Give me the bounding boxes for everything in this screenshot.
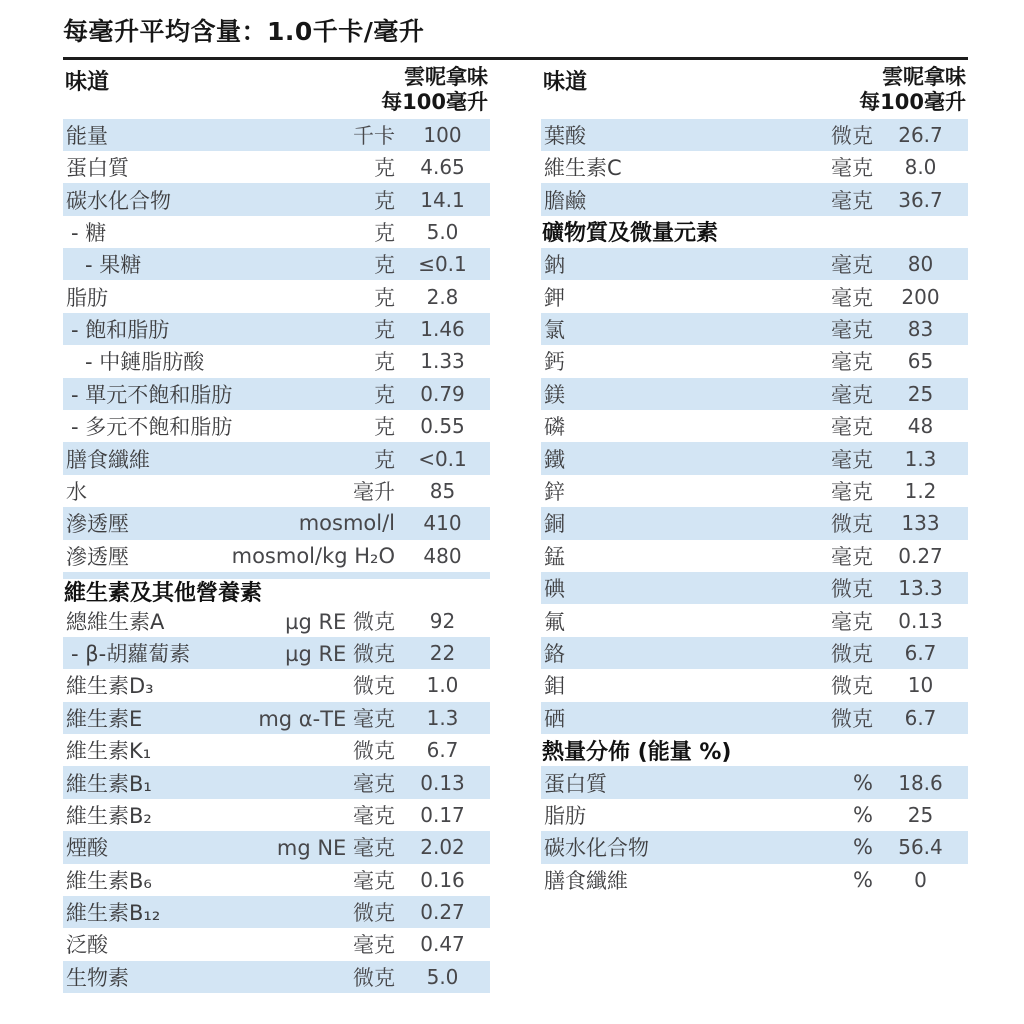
nutrient-value: <0.1: [418, 446, 467, 471]
table-row: [541, 151, 968, 183]
table-header: [541, 60, 968, 119]
nutrient-unit: 克: [374, 447, 395, 472]
nutrient-unit: 克: [374, 253, 395, 278]
nutrient-value: 25: [907, 802, 934, 827]
nutrient-label: 碘: [544, 577, 565, 602]
table-row: [63, 313, 490, 345]
nutrient-label: 膳食纖維: [544, 868, 628, 893]
nutrient-unit: 微克: [831, 706, 873, 731]
nutrient-unit: 毫克: [831, 188, 873, 213]
table-row: [541, 183, 968, 215]
nutrient-label: 維生素E: [66, 706, 143, 731]
section-row: [541, 734, 968, 766]
section-title: 熱量分佈 (能量 %): [542, 739, 732, 765]
table-row: [63, 475, 490, 507]
nutrient-label: 脂肪: [544, 803, 586, 828]
nutrient-value: 0.13: [420, 770, 465, 795]
nutrient-label: 錳: [544, 544, 565, 569]
nutrient-value: 4.65: [420, 155, 465, 180]
nutrient-value: 0.47: [420, 932, 465, 957]
nutrient-value: 410: [423, 511, 462, 536]
nutrient-unit: 微克: [353, 965, 395, 990]
nutrient-label: - 多元不飽和脂肪: [71, 415, 233, 440]
nutrient-label: - 單元不飽和脂肪: [71, 382, 233, 407]
nutrient-unit: 毫克: [831, 318, 873, 343]
nutrient-unit: 微克: [353, 674, 395, 699]
flavor-name: 雲呢拿味: [404, 65, 488, 89]
table-row: [63, 216, 490, 248]
flavor-column-label: 味道: [543, 70, 588, 95]
nutrient-label: 鈉: [544, 253, 565, 278]
nutrient-value: 0.27: [420, 900, 465, 925]
nutrient-unit: 克: [374, 220, 395, 245]
nutrient-label: - 果糖: [85, 253, 142, 278]
nutrient-value: 0.17: [420, 802, 465, 827]
nutrient-unit: 克: [374, 188, 395, 213]
nutrient-label: 鋅: [544, 480, 565, 505]
table-row: [541, 766, 968, 798]
nutrient-value: 80: [907, 252, 934, 277]
nutrient-label: 銅: [544, 512, 565, 537]
nutrient-value: 5.0: [426, 964, 459, 989]
nutrient-unit: 毫克: [831, 253, 873, 278]
table-row: [63, 540, 490, 572]
table-row: [541, 313, 968, 345]
nutrient-value: 0.27: [898, 543, 943, 568]
nutrient-value: 25: [907, 381, 934, 406]
table-row: [63, 183, 490, 215]
nutrient-label: - 中鏈脂肪酸: [85, 350, 205, 375]
nutrient-unit: mg α-TE 毫克: [258, 706, 395, 731]
flavor-name: 雲呢拿味: [882, 65, 966, 89]
nutrition-table-left: [63, 60, 490, 993]
nutrient-unit: 克: [374, 382, 395, 407]
nutrient-label: 滲透壓: [66, 512, 129, 537]
nutrient-value: 0.79: [420, 381, 465, 406]
nutrient-value: 0.13: [898, 608, 943, 633]
table-row: [63, 151, 490, 183]
nutrient-unit: %: [853, 867, 873, 892]
table-row: [63, 766, 490, 798]
nutrient-unit: 微克: [831, 577, 873, 602]
nutrient-unit: 毫克: [831, 480, 873, 505]
flavor-header: [859, 65, 966, 115]
nutrient-unit: mosmol/l: [298, 511, 395, 536]
table-row: [63, 734, 490, 766]
nutrient-unit: 毫克: [831, 156, 873, 181]
nutrient-value: 10: [907, 673, 934, 698]
nutrient-value: 92: [429, 608, 456, 633]
page-title: 每毫升平均含量：1.0千卡/毫升: [63, 17, 425, 46]
nutrient-label: 鐵: [544, 447, 565, 472]
nutrient-value: 480: [423, 543, 462, 568]
nutrient-value: 85: [429, 479, 456, 504]
nutrient-label: 維生素K₁: [66, 739, 152, 764]
nutrient-unit: µg RE 微克: [285, 641, 395, 666]
nutrient-unit: 毫克: [831, 447, 873, 472]
nutrient-value: 0.16: [420, 867, 465, 892]
nutrient-label: 維生素B₂: [66, 803, 152, 828]
nutrient-unit: 微克: [831, 641, 873, 666]
nutrient-unit: 微克: [831, 512, 873, 537]
nutrient-value: 1.3: [904, 446, 937, 471]
table-row: [63, 928, 490, 960]
nutrient-unit: 毫克: [831, 285, 873, 310]
nutrient-unit: 微克: [831, 674, 873, 699]
table-row: [541, 669, 968, 701]
table-row: [541, 248, 968, 280]
table-row: [541, 864, 968, 896]
nutrient-label: 鈣: [544, 350, 565, 375]
nutrient-label: 蛋白質: [66, 156, 129, 181]
nutrient-value: 18.6: [898, 770, 943, 795]
nutrient-value: 26.7: [898, 122, 943, 147]
nutrient-unit: 毫升: [353, 480, 395, 505]
nutrient-label: 葉酸: [544, 123, 586, 148]
nutrient-unit: 克: [374, 318, 395, 343]
nutrient-value: 0: [914, 867, 927, 892]
table-row: [63, 248, 490, 280]
nutrient-label: 泛酸: [66, 933, 108, 958]
table-row: [63, 378, 490, 410]
nutrient-unit: 克: [374, 350, 395, 375]
table-row: [541, 442, 968, 474]
nutrient-label: - 糖: [71, 220, 107, 245]
nutrient-unit: 千卡: [353, 123, 395, 148]
nutrient-label: 氟: [544, 609, 565, 634]
nutrient-value: 5.0: [426, 219, 459, 244]
nutrient-unit: 克: [374, 415, 395, 440]
nutrient-value: 1.3: [426, 705, 459, 730]
nutrient-value: 36.7: [898, 187, 943, 212]
table-row: [63, 442, 490, 474]
nutrient-label: 維生素B₆: [66, 868, 152, 893]
nutrient-label: 煙酸: [66, 836, 108, 861]
nutrient-value: 1.2: [904, 479, 937, 504]
nutrient-label: 維生素B₁₂: [66, 901, 161, 926]
nutrient-value: 6.7: [904, 640, 937, 665]
nutrient-label: 鎂: [544, 382, 565, 407]
table-row: [541, 410, 968, 442]
nutrient-label: 碳水化合物: [544, 836, 649, 861]
nutrient-value: 48: [907, 414, 934, 439]
nutrient-value: 2.8: [426, 284, 459, 309]
nutrient-label: 水: [66, 480, 87, 505]
nutrient-unit: %: [853, 802, 873, 827]
nutrient-value: 13.3: [898, 576, 943, 601]
nutrient-label: 脂肪: [66, 285, 108, 310]
table-row: [63, 702, 490, 734]
nutrient-label: 磷: [544, 415, 565, 440]
nutrient-value: 83: [907, 317, 934, 342]
nutrient-label: 氯: [544, 318, 565, 343]
nutrient-value: 14.1: [420, 187, 465, 212]
nutrient-unit: 毫克: [831, 544, 873, 569]
table-row: [63, 961, 490, 993]
per-amount-label: 每100毫升: [381, 89, 488, 114]
nutrient-value: 8.0: [904, 155, 937, 180]
table-row: [541, 540, 968, 572]
table-row: [63, 280, 490, 312]
table-row: [63, 507, 490, 539]
nutrient-label: 碳水化合物: [66, 188, 171, 213]
nutrient-unit: 毫克: [831, 382, 873, 407]
section-row: [541, 216, 968, 248]
nutrient-label: 硒: [544, 706, 565, 731]
flavor-header: [381, 65, 488, 115]
section-title: 礦物質及微量元素: [542, 221, 719, 247]
section-title: 維生素及其他營養素: [64, 581, 263, 607]
nutrient-label: 鉬: [544, 674, 565, 699]
nutrient-value: 1.0: [426, 673, 459, 698]
nutrient-unit: 微克: [353, 901, 395, 926]
nutrient-unit: 毫克: [831, 350, 873, 375]
table-row: [63, 604, 490, 636]
nutrient-label: 總維生素A: [66, 609, 165, 634]
nutrient-unit: mg NE 毫克: [276, 836, 395, 861]
nutrient-unit: 微克: [831, 123, 873, 148]
table-row: [541, 799, 968, 831]
nutrient-unit: 毫克: [831, 609, 873, 634]
nutrition-table-right: [541, 60, 968, 993]
nutrient-value: 65: [907, 349, 934, 374]
table-row: [541, 475, 968, 507]
nutrient-unit: %: [853, 835, 873, 860]
tables-container: [63, 60, 968, 993]
nutrient-label: 膽鹼: [544, 188, 586, 213]
nutrition-label: [63, 12, 968, 993]
table-row: [541, 831, 968, 863]
flavor-column-label: 味道: [65, 70, 110, 95]
nutrient-label: 能量: [66, 123, 108, 148]
nutrient-value: 1.46: [420, 317, 465, 342]
table-row: [541, 604, 968, 636]
table-row: [63, 410, 490, 442]
nutrient-label: 鉻: [544, 641, 565, 666]
nutrient-value: 6.7: [426, 738, 459, 763]
table-row: [541, 119, 968, 151]
nutrient-unit: 毫克: [831, 415, 873, 440]
nutrient-unit: %: [853, 770, 873, 795]
nutrient-label: 維生素C: [544, 156, 622, 181]
nutrient-unit: 微克: [353, 739, 395, 764]
nutrient-value: 100: [423, 122, 462, 147]
table-row: [63, 896, 490, 928]
table-header: [63, 60, 490, 119]
nutrient-label: 生物素: [66, 965, 129, 990]
nutrient-value: 6.7: [904, 705, 937, 730]
nutrient-value: 1.33: [420, 349, 465, 374]
nutrient-value: 133: [901, 511, 940, 536]
nutrient-unit: mosmol/kg H₂O: [231, 543, 395, 568]
nutrient-unit: 毫克: [353, 933, 395, 958]
nutrient-value: 2.02: [420, 835, 465, 860]
table-row: [63, 119, 490, 151]
table-row: [63, 831, 490, 863]
nutrient-unit: 克: [374, 156, 395, 181]
section-row: [63, 572, 490, 607]
nutrient-unit: 克: [374, 285, 395, 310]
nutrient-unit: 毫克: [353, 803, 395, 828]
table-row: [541, 637, 968, 669]
per-amount-label: 每100毫升: [859, 89, 966, 114]
table-row: [63, 669, 490, 701]
nutrient-value: 22: [429, 640, 456, 665]
nutrient-value: 56.4: [898, 835, 943, 860]
nutrient-label: - 飽和脂肪: [71, 318, 170, 343]
table-row: [63, 637, 490, 669]
nutrient-unit: 毫克: [353, 868, 395, 893]
nutrient-label: 蛋白質: [544, 771, 607, 796]
table-row: [63, 864, 490, 896]
table-row: [541, 345, 968, 377]
nutrient-label: 膳食纖維: [66, 447, 150, 472]
table-row: [541, 280, 968, 312]
nutrient-label: 維生素B₁: [66, 771, 152, 796]
nutrient-unit: µg RE 微克: [285, 609, 395, 634]
table-row: [541, 507, 968, 539]
nutrient-value: 200: [901, 284, 940, 309]
table-row: [63, 345, 490, 377]
nutrient-label: 維生素D₃: [66, 674, 154, 699]
table-row: [541, 702, 968, 734]
nutrient-value: ≤0.1: [418, 252, 467, 277]
table-row: [541, 378, 968, 410]
nutrient-label: - β-胡蘿蔔素: [71, 641, 191, 666]
table-row: [63, 799, 490, 831]
nutrient-label: 滲透壓: [66, 544, 129, 569]
nutrient-unit: 毫克: [353, 771, 395, 796]
nutrient-label: 鉀: [544, 285, 565, 310]
nutrient-value: 0.55: [420, 414, 465, 439]
table-row: [541, 572, 968, 604]
